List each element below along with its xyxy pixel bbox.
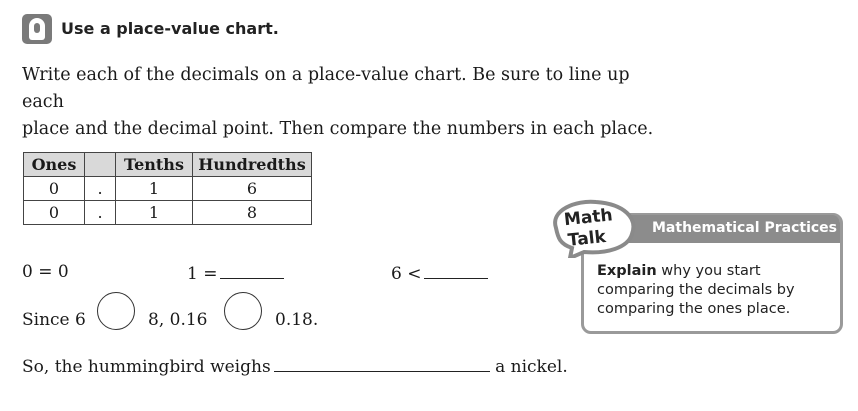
comparison-tenths-label: 1 = [187, 264, 218, 284]
table-row [24, 177, 312, 201]
explain-keyword: Explain [597, 263, 657, 279]
mp-text-line-1: why you start [656, 263, 761, 279]
comparison-circle-1[interactable] [97, 292, 135, 330]
keyhole-icon [22, 14, 52, 44]
math-talk-line-1: Math [563, 205, 614, 231]
comparison-circle-2[interactable] [224, 292, 262, 330]
cell-ones[interactable]: 0 [24, 201, 85, 225]
instruction-line-1: Write each of the decimals on a place-value chart. Be sure to line up each [22, 65, 630, 112]
instruction-line-2: place and the decimal point. Then compare the numbers in each place. [22, 119, 654, 139]
cell-hundredths[interactable]: 6 [193, 177, 312, 201]
conclusion-answer-blank[interactable] [274, 355, 490, 372]
header-point [85, 153, 116, 177]
place-value-chart [23, 152, 312, 225]
header-tenths: Tenths [116, 153, 193, 177]
mathematical-practices-title: Mathematical Practices [652, 220, 838, 236]
tenths-answer-blank[interactable] [220, 262, 284, 279]
strategy-title: Use a place-value chart. [61, 19, 279, 38]
since-text-3: 0.18. [275, 310, 319, 330]
comparison-ones: 0 = 0 [22, 262, 69, 282]
cell-tenths[interactable]: 1 [116, 201, 193, 225]
math-talk-line-2: Talk [566, 226, 607, 251]
comparison-tenths [187, 262, 284, 284]
comparison-hundredths [391, 262, 488, 284]
table-row [24, 201, 312, 225]
header-ones: Ones [24, 153, 85, 177]
comparison-hundredths-label: 6 < [391, 264, 422, 284]
header-hundredths: Hundredths [193, 153, 312, 177]
since-text-2: 8, 0.16 [148, 310, 208, 330]
conclusion-text-2: a nickel. [495, 357, 568, 377]
mathematical-practices-text [597, 262, 832, 319]
mp-text-line-3: comparing the ones place. [597, 301, 791, 317]
cell-point: . [85, 201, 116, 225]
cell-hundredths[interactable]: 8 [193, 201, 312, 225]
table-header-row [24, 153, 312, 177]
cell-point: . [85, 177, 116, 201]
instructions [22, 62, 662, 143]
conclusion-line [22, 355, 568, 377]
cell-tenths[interactable]: 1 [116, 177, 193, 201]
math-talk-bubble-icon [546, 196, 640, 258]
mp-text-line-2: comparing the decimals by [597, 282, 795, 298]
cell-ones[interactable]: 0 [24, 177, 85, 201]
since-text-1: Since 6 [22, 310, 86, 330]
hundredths-answer-blank[interactable] [424, 262, 488, 279]
conclusion-text-1: So, the hummingbird weighs [22, 357, 271, 377]
